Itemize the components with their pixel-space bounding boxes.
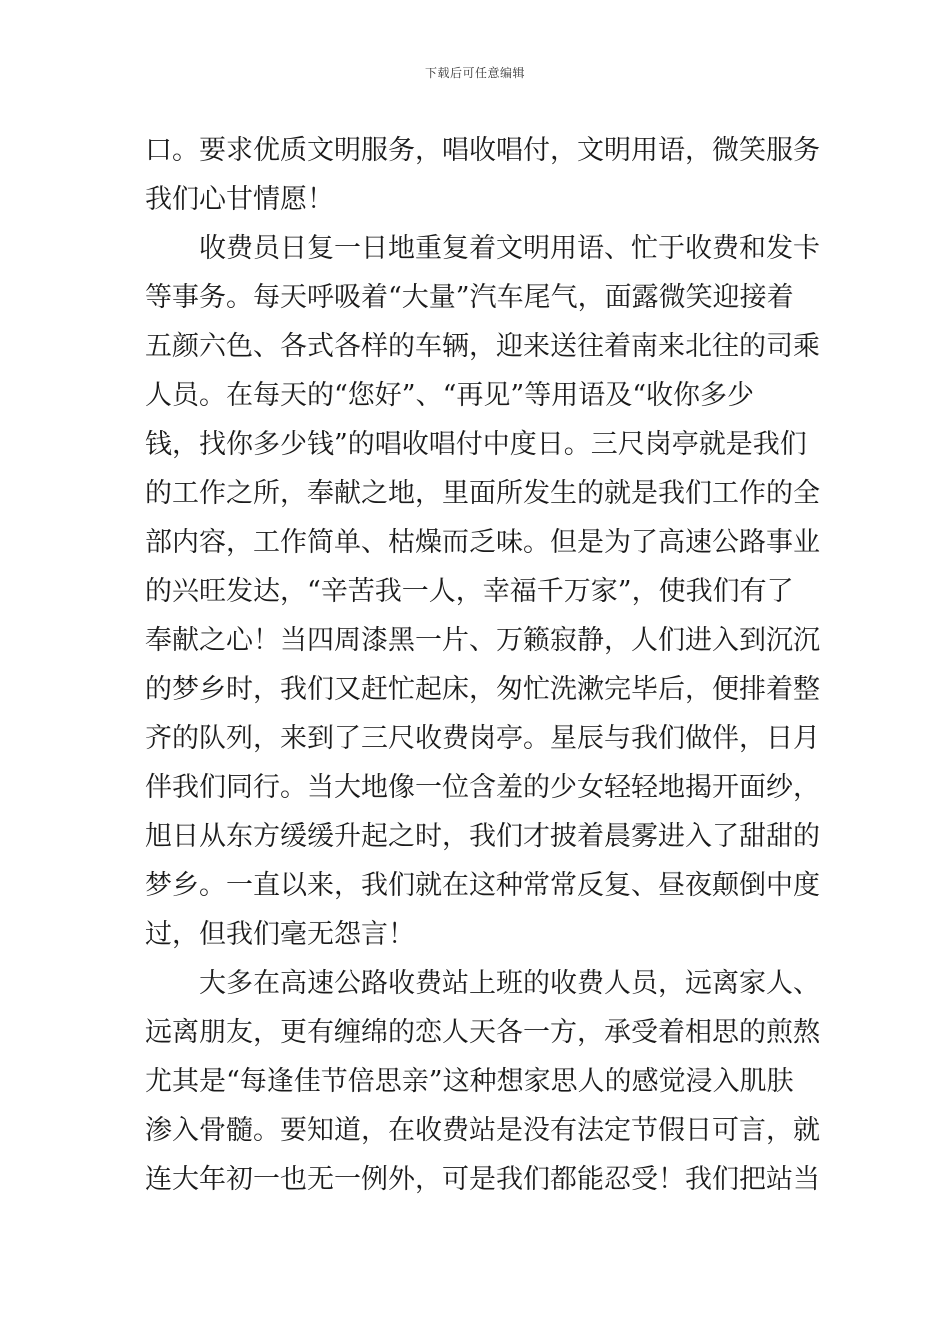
text-line: 口。要求优质文明服务，唱收唱付，文明用语，微笑服务 [145, 135, 820, 166]
text-line: 部内容，工作简单、枯燥而乏味。但是为了高速公路事业 [145, 527, 820, 558]
text-line: 伴我们同行。当大地像一位含羞的少女轻轻地揭开面纱， [145, 772, 820, 803]
paragraph-start-line: 大多在高速公路收费站上班的收费人员，远离家人、 [199, 968, 820, 999]
text-line: 的兴旺发达，“辛苦我一人，幸福千万家”，使我们有了 [145, 576, 794, 607]
text-line: 旭日从东方缓缓升起之时，我们才披着晨雾进入了甜甜的 [145, 821, 820, 852]
text-line: 齐的队列，来到了三尺收费岗亭。星辰与我们做伴，日月 [145, 723, 820, 754]
text-line: 连大年初一也无一例外，可是我们都能忍受！我们把站当 [145, 1164, 820, 1195]
text-line: 的工作之所，奉献之地，里面所发生的就是我们工作的全 [145, 478, 820, 509]
text-line: 钱，找你多少钱”的唱收唱付中度日。三尺岗亭就是我们 [145, 429, 807, 460]
page-header: 下载后可任意编辑 [424, 66, 525, 80]
paragraph-start-line: 收费员日复一日地重复着文明用语、忙于收费和发卡 [199, 233, 820, 264]
text-line: 五颜六色、各式各样的车辆，迎来送往着南来北往的司乘 [145, 331, 820, 362]
text-line: 我们心甘情愿！ [145, 184, 334, 215]
text-line: 梦乡。一直以来，我们就在这种常常反复、昼夜颠倒中度 [145, 870, 820, 901]
text-line: 尤其是“每逢佳节倍思亲”这种想家思人的感觉浸入肌肤 [145, 1066, 794, 1097]
text-line: 渗入骨髓。要知道，在收费站是没有法定节假日可言，就 [145, 1115, 820, 1146]
text-line: 人员。在每天的“您好”、“再见”等用语及“收你多少 [145, 380, 755, 411]
text-line: 过，但我们毫无怨言！ [145, 919, 415, 950]
text-line: 的梦乡时，我们又赶忙起床，匆忙洗漱完毕后，便排着整 [145, 674, 820, 705]
document-body [145, 126, 820, 1204]
text-line: 远离朋友，更有缠绵的恋人天各一方，承受着相思的煎熬 [145, 1017, 820, 1048]
text-line: 等事务。每天呼吸着“大量”汽车尾气，面露微笑迎接着 [145, 282, 794, 313]
text-line: 奉献之心！当四周漆黑一片、万籁寂静，人们进入到沉沉 [145, 625, 820, 656]
